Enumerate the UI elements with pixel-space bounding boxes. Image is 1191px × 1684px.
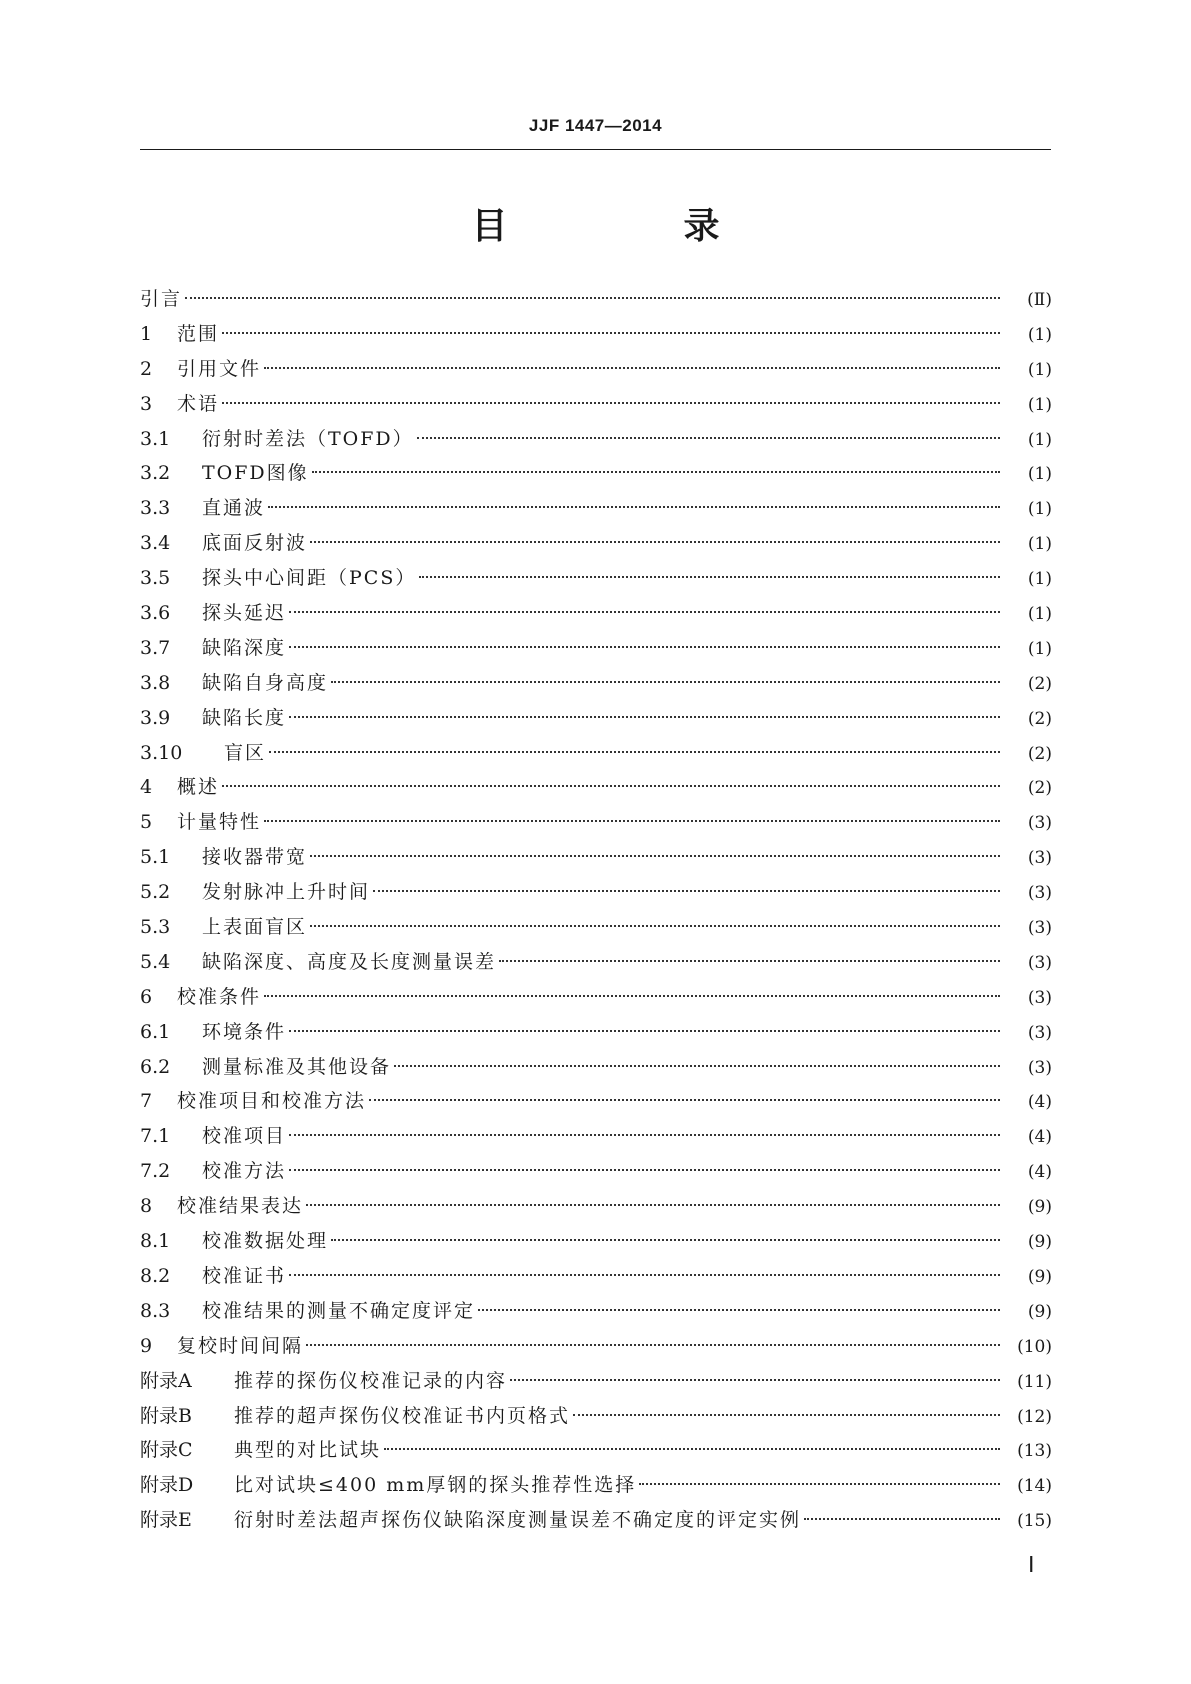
toc-entry-text: 缺陷长度 <box>202 706 287 729</box>
toc-leader <box>384 1448 1000 1450</box>
toc-entry[interactable] <box>140 456 1052 491</box>
toc-entry[interactable] <box>140 666 1052 701</box>
toc-leader <box>222 332 1000 334</box>
toc-leader <box>264 995 1000 997</box>
toc-entry[interactable] <box>140 526 1052 561</box>
toc-leader <box>306 1344 1000 1346</box>
toc-entry-page: (1) <box>1027 324 1052 345</box>
toc-entry-page: (9) <box>1027 1232 1052 1253</box>
toc-entry[interactable] <box>140 701 1052 736</box>
toc-entry-page: (4) <box>1027 1127 1052 1148</box>
toc-entry-appendix[interactable] <box>140 1503 1052 1538</box>
toc-entry-text: 盲区 <box>224 741 267 764</box>
toc-entry-number: 3.4 <box>140 532 171 555</box>
toc-entry-text: TOFD图像 <box>202 462 309 485</box>
toc-entry[interactable] <box>140 1119 1052 1154</box>
toc-entry-page: (2) <box>1027 743 1052 764</box>
toc-entry-text: 校准条件 <box>177 985 262 1008</box>
toc-entry-number: 5.4 <box>140 950 171 973</box>
toc-entry[interactable] <box>140 840 1052 875</box>
toc-leader <box>289 611 1000 613</box>
toc-leader <box>185 297 1000 299</box>
toc-entry-page: (1) <box>1027 638 1052 659</box>
toc-entry-text: 接收器带宽 <box>202 846 308 869</box>
toc-entry-text: 测量标准及其他设备 <box>202 1055 392 1078</box>
toc-entry-text: 环境条件 <box>202 1020 287 1043</box>
toc-leader <box>510 1379 1000 1381</box>
toc-leader <box>306 1204 1000 1206</box>
toc-entry-number: 6.1 <box>140 1020 171 1043</box>
toc-entry-page: (4) <box>1027 1162 1052 1183</box>
toc-entry-text: 探头中心间距（PCS） <box>202 567 417 590</box>
toc-entry[interactable] <box>140 352 1052 387</box>
toc-entry-page: (9) <box>1027 1266 1052 1287</box>
toc-entry-page: (1) <box>1027 604 1052 625</box>
toc-entry-number: 3.9 <box>140 706 171 729</box>
toc-entry-page: (11) <box>1017 1371 1052 1392</box>
toc-entry-number: 6.2 <box>140 1055 171 1078</box>
toc-entry-text: 范围 <box>177 322 220 345</box>
toc-entry-text: 校准证书 <box>202 1264 287 1287</box>
toc-entry-number: 7.2 <box>140 1160 171 1183</box>
toc-entry-number: 3.10 <box>140 741 183 764</box>
toc-entry-page: (2) <box>1027 778 1052 799</box>
toc-entry-page: (Ⅱ) <box>1027 290 1052 310</box>
toc-entry[interactable] <box>140 1084 1052 1119</box>
toc-entry-number: 7 <box>140 1090 153 1113</box>
toc-entry-text: 直通波 <box>202 497 266 520</box>
toc-entry-text: 校准结果的测量不确定度评定 <box>202 1299 476 1322</box>
toc-entry-page: (9) <box>1027 1301 1052 1322</box>
toc-leader <box>222 402 1000 404</box>
toc-entry-number: 1 <box>140 322 153 345</box>
toc-entry-page: (3) <box>1027 1022 1052 1043</box>
toc-entry-text: 推荐的超声探伤仪校准证书内页格式 <box>234 1404 571 1427</box>
toc-entry-number: 5.2 <box>140 881 171 904</box>
toc-leader <box>369 1099 1000 1101</box>
toc-leader <box>269 751 1000 753</box>
toc-entry-number: 3.6 <box>140 602 171 625</box>
toc-entry[interactable] <box>140 1050 1052 1085</box>
toc-entry-number: 3.5 <box>140 567 171 590</box>
toc-entry-number: 4 <box>140 776 153 799</box>
toc-entry-number: 3.1 <box>140 427 171 450</box>
toc-leader <box>373 890 1000 892</box>
toc-entry-page: (3) <box>1027 918 1052 939</box>
toc-entry-page: (2) <box>1027 673 1052 694</box>
toc-entry-text: 探头延迟 <box>202 602 287 625</box>
toc-entry[interactable] <box>140 631 1052 666</box>
toc-entry-page: (4) <box>1027 1092 1052 1113</box>
toc-entry-number: 3.3 <box>140 497 171 520</box>
toc-entry-text: 发射脉冲上升时间 <box>202 881 371 904</box>
toc-entry-page: (1) <box>1027 394 1052 415</box>
toc-leader <box>573 1414 1000 1416</box>
toc-entry-number: 3 <box>140 392 153 415</box>
toc-entry[interactable] <box>140 422 1052 457</box>
toc-leader <box>310 925 1000 927</box>
page-title: 目 录 <box>471 206 790 247</box>
toc-entry-text: 引用文件 <box>177 357 262 380</box>
toc-entry-text: 上表面盲区 <box>202 916 308 939</box>
toc-entry-number: 附录A <box>140 1369 192 1392</box>
toc-leader <box>289 1169 1000 1171</box>
header-rule <box>140 149 1051 150</box>
toc-entry-page: (3) <box>1027 987 1052 1008</box>
toc-entry-appendix[interactable] <box>140 1433 1052 1468</box>
toc-entry-intro[interactable] <box>140 282 1052 317</box>
toc-entry-page: (1) <box>1027 464 1052 485</box>
toc-entry-page: (9) <box>1027 1197 1052 1218</box>
toc-entry-page: (10) <box>1017 1336 1052 1357</box>
toc-entry-text: 复校时间间隔 <box>177 1334 304 1357</box>
toc-entry-page: (12) <box>1017 1406 1052 1427</box>
toc-leader <box>419 576 1000 578</box>
toc-entry-number: 6 <box>140 985 153 1008</box>
toc-leader <box>417 437 1000 439</box>
toc-entry-number: 2 <box>140 357 153 380</box>
toc-entry-text: 比对试块≤400 mm厚钢的探头推荐性选择 <box>234 1474 637 1497</box>
toc-entry-page: (15) <box>1017 1511 1052 1532</box>
toc-entry-number: 8.2 <box>140 1264 171 1287</box>
toc-entry-number: 附录D <box>140 1474 194 1497</box>
toc-entry-page: (13) <box>1017 1441 1052 1462</box>
toc-entry[interactable] <box>140 387 1052 422</box>
toc-leader <box>478 1309 1000 1311</box>
toc-leader <box>264 820 1000 822</box>
toc-entry-page: (3) <box>1027 813 1052 834</box>
toc-entry-appendix[interactable] <box>140 1364 1052 1399</box>
toc-entry[interactable] <box>140 596 1052 631</box>
toc-entry-number: 5.1 <box>140 846 171 869</box>
toc-entry-number: 附录B <box>140 1404 192 1427</box>
toc-entry-text: 底面反射波 <box>202 532 308 555</box>
toc-entry-appendix[interactable] <box>140 1468 1052 1503</box>
toc-leader <box>310 855 1000 857</box>
toc-entry-text: 校准方法 <box>202 1160 287 1183</box>
toc-leader <box>331 1239 1000 1241</box>
toc-entry[interactable] <box>140 1224 1052 1259</box>
toc-entry[interactable] <box>140 1189 1052 1224</box>
toc-leader <box>268 506 1000 508</box>
page-number: Ⅰ <box>1028 1552 1035 1577</box>
toc-leader <box>289 1134 1000 1136</box>
toc-entry-number: 5.3 <box>140 916 171 939</box>
table-of-contents <box>140 282 1052 1538</box>
toc-entry-text: 缺陷深度 <box>202 636 287 659</box>
toc-leader <box>639 1483 1000 1485</box>
toc-entry-text: 推荐的探伤仪校准记录的内容 <box>234 1369 508 1392</box>
toc-entry-page: (3) <box>1027 1057 1052 1078</box>
toc-entry[interactable] <box>140 910 1052 945</box>
toc-entry-text: 典型的对比试块 <box>234 1439 382 1462</box>
toc-entry-number: 附录E <box>140 1509 192 1532</box>
toc-entry[interactable] <box>140 561 1052 596</box>
toc-entry-text: 概述 <box>177 776 220 799</box>
toc-entry-text: 校准数据处理 <box>202 1230 329 1253</box>
toc-entry-page: (14) <box>1017 1476 1052 1497</box>
toc-entry[interactable] <box>140 1154 1052 1189</box>
toc-entry-number: 3.7 <box>140 636 171 659</box>
toc-entry-page: (1) <box>1027 534 1052 555</box>
toc-entry-text: 缺陷自身高度 <box>202 671 329 694</box>
toc-entry[interactable] <box>140 945 1052 980</box>
toc-entry-number: 5 <box>140 811 153 834</box>
standard-code-header: JJF 1447—2014 <box>528 116 663 135</box>
toc-entry-number: 附录C <box>140 1439 193 1462</box>
toc-entry-number: 3.2 <box>140 462 171 485</box>
toc-entry[interactable] <box>140 875 1052 910</box>
toc-entry-page: (3) <box>1027 883 1052 904</box>
toc-entry[interactable] <box>140 770 1052 805</box>
toc-entry-number: 8.3 <box>140 1299 171 1322</box>
toc-entry[interactable] <box>140 980 1052 1015</box>
toc-entry-page: (1) <box>1027 359 1052 380</box>
toc-entry-text: 校准结果表达 <box>177 1195 304 1218</box>
toc-entry-text: 引言 <box>140 288 183 310</box>
toc-entry[interactable] <box>140 1015 1052 1050</box>
toc-leader <box>289 716 1000 718</box>
toc-entry[interactable] <box>140 1294 1052 1329</box>
toc-entry-number: 3.8 <box>140 671 171 694</box>
toc-leader <box>222 785 1000 787</box>
toc-entry-number: 7.1 <box>140 1125 171 1148</box>
toc-entry-page: (2) <box>1027 708 1052 729</box>
toc-entry[interactable] <box>140 1329 1052 1364</box>
toc-entry-page: (1) <box>1027 569 1052 590</box>
toc-leader <box>312 471 1000 473</box>
toc-entry-text: 衍射时差法超声探伤仪缺陷深度测量误差不确定度的评定实例 <box>234 1509 802 1532</box>
toc-entry-text: 术语 <box>177 392 220 415</box>
toc-leader <box>289 646 1000 648</box>
toc-entry[interactable] <box>140 317 1052 352</box>
toc-leader <box>310 541 1000 543</box>
toc-entry-text: 衍射时差法（TOFD） <box>202 427 414 450</box>
toc-leader <box>289 1030 1000 1032</box>
toc-leader <box>499 960 1000 962</box>
toc-entry-appendix[interactable] <box>140 1399 1052 1434</box>
toc-leader <box>804 1518 1000 1520</box>
toc-entry[interactable] <box>140 805 1052 840</box>
toc-entry-page: (3) <box>1027 952 1052 973</box>
toc-entry-page: (1) <box>1027 499 1052 520</box>
toc-entry-number: 9 <box>140 1334 153 1357</box>
toc-entry-page: (1) <box>1027 429 1052 450</box>
toc-entry-page: (3) <box>1027 848 1052 869</box>
toc-entry-text: 校准项目和校准方法 <box>177 1090 367 1113</box>
toc-leader <box>264 367 1000 369</box>
toc-entry-number: 8.1 <box>140 1230 171 1253</box>
toc-leader <box>289 1274 1000 1276</box>
toc-entry[interactable] <box>140 491 1052 526</box>
toc-entry-text: 计量特性 <box>177 811 262 834</box>
toc-entry-text: 校准项目 <box>202 1125 287 1148</box>
toc-leader <box>394 1065 1000 1067</box>
toc-entry[interactable] <box>140 736 1052 771</box>
toc-leader <box>331 681 1000 683</box>
toc-entry-number: 8 <box>140 1195 153 1218</box>
toc-entry-text: 缺陷深度、高度及长度测量误差 <box>202 950 497 973</box>
toc-entry[interactable] <box>140 1259 1052 1294</box>
